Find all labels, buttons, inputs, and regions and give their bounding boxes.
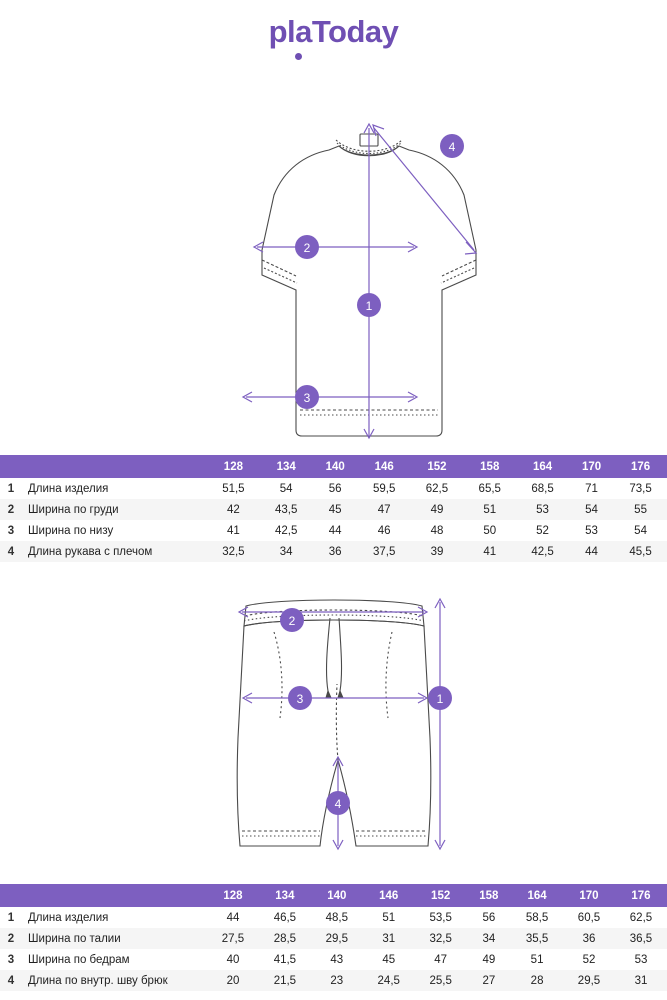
row-number: 1 bbox=[7, 911, 15, 924]
th-size-134: 134 bbox=[260, 455, 313, 478]
cell: 42,5 bbox=[274, 524, 298, 537]
table-row bbox=[0, 949, 667, 970]
cell: 58,5 bbox=[525, 911, 549, 924]
row-number: 4 bbox=[7, 974, 15, 987]
th-size-158: 158 bbox=[463, 455, 516, 478]
tshirt-svg bbox=[124, 110, 544, 455]
cell: 25,5 bbox=[429, 974, 452, 987]
cell: 49 bbox=[430, 503, 444, 516]
cell: 60,5 bbox=[577, 911, 601, 924]
callout-label-1: 1 bbox=[436, 692, 443, 706]
callout-4 bbox=[326, 791, 350, 815]
cell: 56 bbox=[482, 911, 496, 924]
tshirt-size-table-wrap bbox=[0, 455, 667, 562]
cell: 46,5 bbox=[273, 911, 297, 924]
row-number: 2 bbox=[7, 503, 15, 516]
cell: 40 bbox=[226, 953, 240, 966]
callout-4 bbox=[440, 134, 464, 158]
cell: 41 bbox=[483, 545, 497, 558]
table-row bbox=[0, 970, 667, 991]
th-size-128: 128 bbox=[207, 884, 259, 907]
shorts-size-table bbox=[0, 884, 667, 991]
cell: 45,5 bbox=[629, 545, 652, 558]
cell: 49 bbox=[482, 953, 496, 966]
th-size-146: 146 bbox=[358, 455, 411, 478]
table-header-row bbox=[0, 884, 667, 907]
cell: 50 bbox=[483, 524, 497, 537]
cell: 52 bbox=[536, 524, 549, 537]
th-name bbox=[22, 884, 207, 907]
table-row bbox=[0, 907, 667, 928]
cell: 43 bbox=[330, 953, 344, 966]
cell: 45 bbox=[328, 503, 342, 516]
cell: 42,5 bbox=[531, 545, 554, 558]
cell: 31 bbox=[382, 932, 396, 945]
cell: 32,5 bbox=[222, 545, 245, 558]
th-size-152: 152 bbox=[411, 455, 464, 478]
callout-2 bbox=[295, 235, 319, 259]
row-label: Длина изделия bbox=[28, 911, 109, 924]
shorts-svg bbox=[124, 588, 544, 878]
cell: 41 bbox=[226, 524, 240, 537]
th-size-170: 170 bbox=[569, 455, 614, 478]
row-label: Длина рукава с плечом bbox=[28, 545, 153, 558]
tshirt-size-table bbox=[0, 455, 667, 562]
cell: 28 bbox=[530, 974, 544, 987]
cell: 47 bbox=[434, 953, 448, 966]
row-label: Длина по внутр. шву брюк bbox=[28, 974, 168, 987]
cell: 27 bbox=[482, 974, 496, 987]
cell: 65,5 bbox=[478, 482, 501, 495]
cell: 34 bbox=[279, 545, 293, 558]
row-label: Длина изделия bbox=[28, 482, 109, 495]
table-row bbox=[0, 478, 667, 499]
row-label: Ширина по груди bbox=[28, 503, 119, 516]
cell: 20 bbox=[226, 974, 240, 987]
cell: 31 bbox=[634, 974, 648, 987]
cell: 44 bbox=[226, 911, 240, 924]
cell: 42 bbox=[226, 503, 240, 516]
callout-label-3: 3 bbox=[296, 692, 303, 706]
th-size-128: 128 bbox=[207, 455, 260, 478]
cell: 54 bbox=[585, 503, 598, 516]
callout-label-2: 2 bbox=[288, 614, 295, 628]
th-size-140: 140 bbox=[311, 884, 363, 907]
table-row bbox=[0, 541, 667, 562]
cell: 53 bbox=[634, 953, 648, 966]
th-name bbox=[22, 455, 207, 478]
cell: 29,5 bbox=[577, 974, 601, 987]
cell: 56 bbox=[328, 482, 342, 495]
cell: 23 bbox=[330, 974, 344, 987]
cell: 47 bbox=[377, 503, 391, 516]
th-size-170: 170 bbox=[563, 884, 615, 907]
th-num bbox=[0, 884, 22, 907]
cell: 51 bbox=[382, 911, 396, 924]
cell: 34 bbox=[482, 932, 496, 945]
shorts-size-table-wrap bbox=[0, 884, 667, 991]
brand-logo-text-part2: Today bbox=[311, 14, 399, 49]
cell: 62,5 bbox=[425, 482, 449, 495]
callout-label-3: 3 bbox=[303, 391, 310, 405]
cell: 46 bbox=[377, 524, 391, 537]
cell: 21,5 bbox=[273, 974, 297, 987]
th-size-140: 140 bbox=[313, 455, 358, 478]
cell: 51 bbox=[483, 503, 497, 516]
cell: 37,5 bbox=[372, 545, 396, 558]
cell: 45 bbox=[382, 953, 396, 966]
callout-2 bbox=[280, 608, 304, 632]
cell: 41,5 bbox=[273, 953, 297, 966]
table-header-row bbox=[0, 455, 667, 478]
callout-label-2: 2 bbox=[303, 241, 310, 255]
cell: 29,5 bbox=[325, 932, 348, 945]
callout-3 bbox=[295, 385, 319, 409]
callout-1 bbox=[428, 686, 452, 710]
th-size-134: 134 bbox=[259, 884, 311, 907]
cell: 68,5 bbox=[531, 482, 554, 495]
cell: 54 bbox=[634, 524, 647, 537]
brand-logo-text-part1: pla bbox=[268, 14, 312, 49]
cell: 53 bbox=[536, 503, 549, 516]
brand-logo-dot bbox=[295, 53, 302, 60]
brand-logo bbox=[0, 14, 667, 50]
cell: 55 bbox=[634, 503, 647, 516]
cell: 73,5 bbox=[629, 482, 652, 495]
callout-1 bbox=[357, 293, 381, 317]
cell: 62,5 bbox=[629, 911, 653, 924]
cell: 24,5 bbox=[377, 974, 400, 987]
shorts-figure bbox=[0, 588, 667, 878]
row-label: Ширина по низу bbox=[28, 524, 114, 537]
row-number: 3 bbox=[7, 524, 15, 537]
th-size-176: 176 bbox=[615, 884, 667, 907]
cell: 39 bbox=[430, 545, 444, 558]
cell: 71 bbox=[585, 482, 598, 495]
row-number: 3 bbox=[7, 953, 15, 966]
tshirt-figure bbox=[0, 110, 667, 455]
table-row bbox=[0, 499, 667, 520]
callout-label-1: 1 bbox=[365, 299, 372, 313]
row-number: 2 bbox=[7, 932, 15, 945]
cell: 53 bbox=[585, 524, 598, 537]
cell: 48 bbox=[430, 524, 444, 537]
table-row bbox=[0, 520, 667, 541]
cell: 51 bbox=[530, 953, 544, 966]
cell: 53,5 bbox=[429, 911, 452, 924]
cell: 43,5 bbox=[274, 503, 298, 516]
th-size-152: 152 bbox=[415, 884, 467, 907]
th-size-176: 176 bbox=[614, 455, 667, 478]
row-label: Ширина по талии bbox=[28, 932, 121, 945]
cell: 32,5 bbox=[429, 932, 452, 945]
cell: 54 bbox=[279, 482, 293, 495]
cell: 36,5 bbox=[629, 932, 653, 945]
th-size-146: 146 bbox=[363, 884, 415, 907]
th-num bbox=[0, 455, 22, 478]
cell: 51,5 bbox=[222, 482, 245, 495]
th-size-164: 164 bbox=[511, 884, 563, 907]
row-number: 4 bbox=[7, 545, 15, 558]
cell: 44 bbox=[328, 524, 342, 537]
cell: 36 bbox=[328, 545, 342, 558]
callout-3 bbox=[288, 686, 312, 710]
row-number: 1 bbox=[7, 482, 15, 495]
callout-label-4: 4 bbox=[448, 140, 455, 154]
callout-label-4: 4 bbox=[334, 797, 341, 811]
cell: 35,5 bbox=[525, 932, 549, 945]
cell: 48,5 bbox=[325, 911, 348, 924]
cell: 28,5 bbox=[273, 932, 297, 945]
th-size-158: 158 bbox=[467, 884, 512, 907]
cell: 27,5 bbox=[221, 932, 245, 945]
table-row bbox=[0, 928, 667, 949]
cell: 59,5 bbox=[372, 482, 396, 495]
cell: 52 bbox=[582, 953, 596, 966]
th-size-164: 164 bbox=[516, 455, 569, 478]
cell: 44 bbox=[585, 545, 598, 558]
row-label: Ширина по бедрам bbox=[28, 953, 130, 966]
cell: 36 bbox=[582, 932, 596, 945]
